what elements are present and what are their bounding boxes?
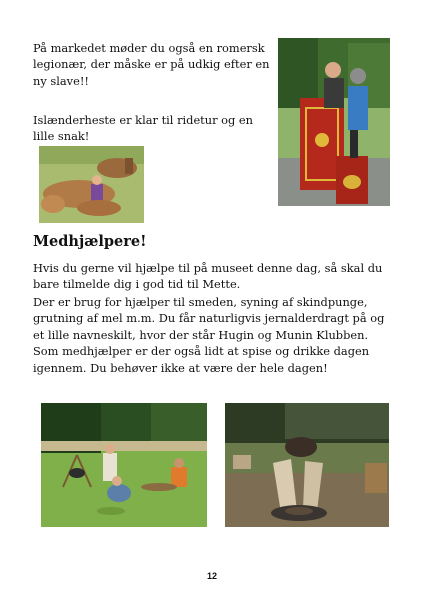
- page-number: 12: [206, 571, 217, 581]
- paragraph-signup: Hvis du gerne vil hjælpe til på museet denne dag, så skal du bare tilmelde dig i god tid til Mette.: [33, 261, 383, 292]
- photo-campfire: [225, 403, 389, 527]
- paragraph-icelandic-horses: Islænderheste er klar til ridetur og en lille snak!: [33, 113, 254, 144]
- paragraph-roman-legionary: På markedet møder du også en romersk legionær, der måske er på udkig efter en ny slave!!: [33, 41, 270, 88]
- paragraph-helpers-needed: Der er brug for hjælper til smeden, syning af skindpunge, grutning af mel m.m. Du får naturligvis jernalderdragt på og et lille navneskilt, hvor der står Hugin og Munin Klubben. Som medhjælper er der også lidt at spise og drikke dagen igennem. Du behøver ikke at være der hele dagen!: [33, 295, 385, 375]
- section-heading-volunteers: Medhjælpere!: [33, 233, 147, 250]
- photo-garden-activity: [41, 403, 207, 527]
- photo-roman-legionary: [278, 38, 390, 206]
- photo-icelandic-horses: [39, 146, 144, 223]
